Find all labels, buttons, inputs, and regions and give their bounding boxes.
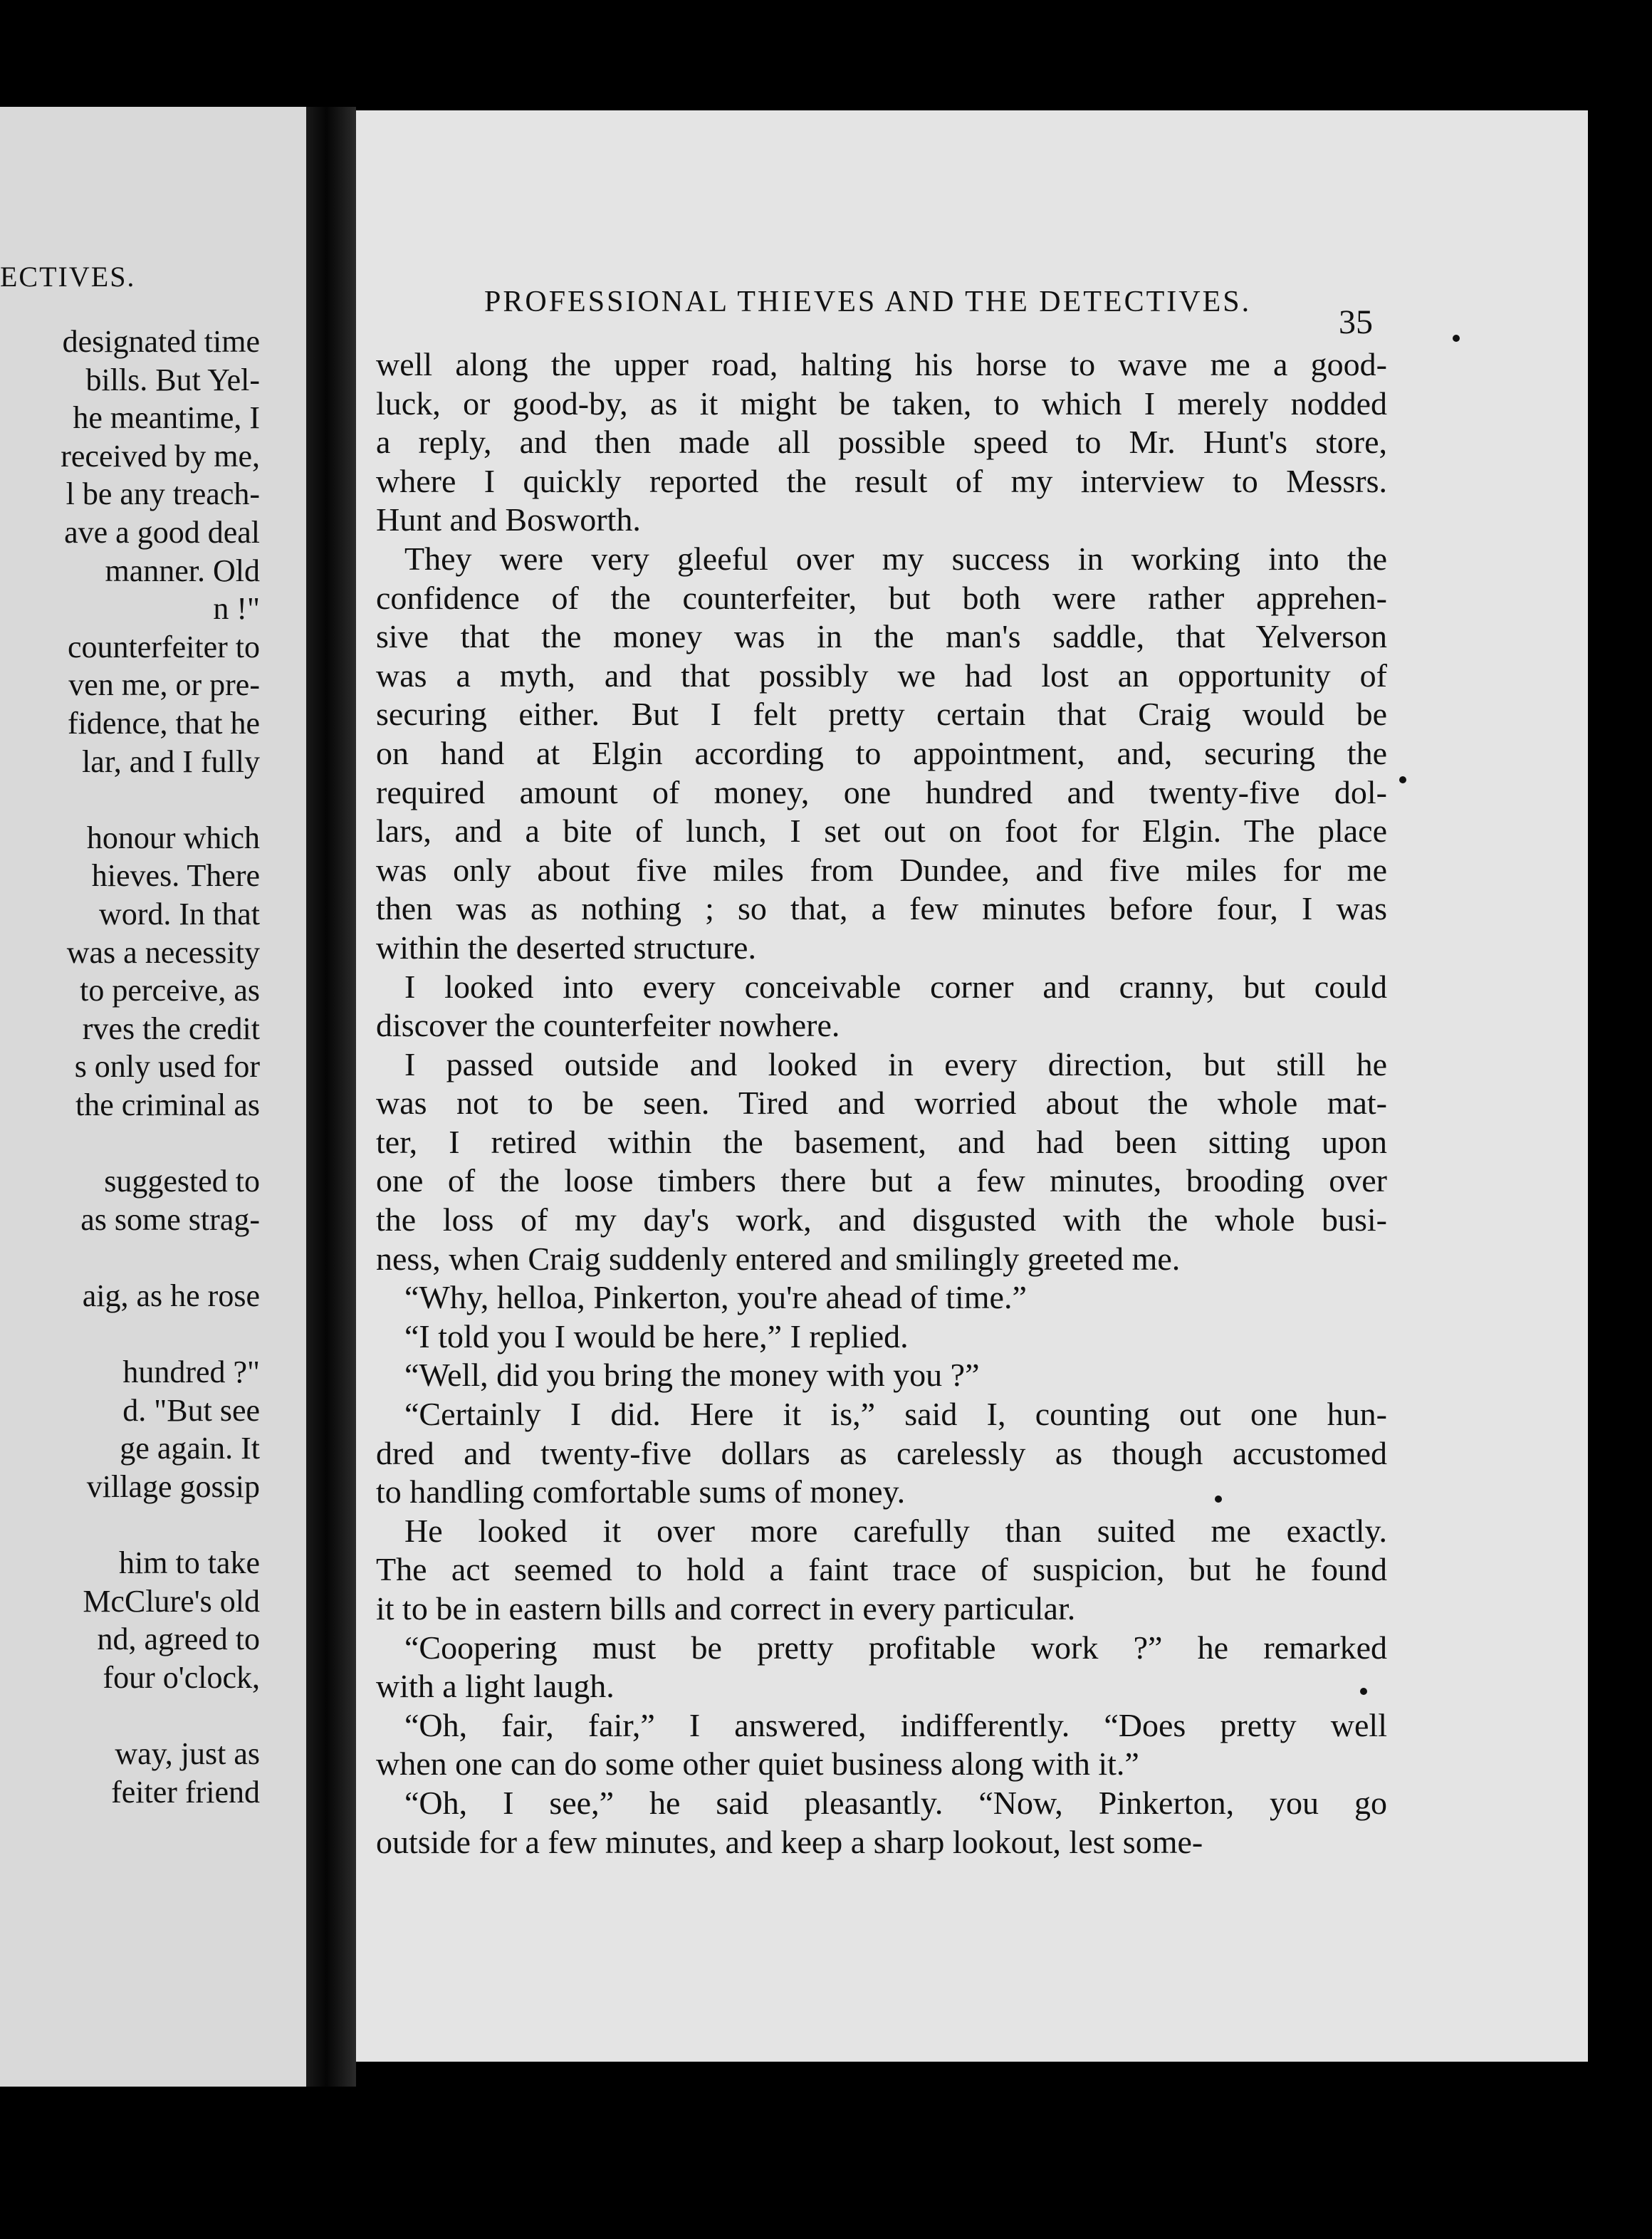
text-line: sive that the money was in the man's saddle, that Yelverson bbox=[376, 618, 1387, 655]
left-page-line: d. "But see bbox=[122, 1392, 260, 1428]
text-line: “I told you I would be here,” I replied. bbox=[404, 1317, 909, 1355]
text-line: ness, when Craig suddenly entered and smilingly greeted me. bbox=[376, 1240, 1181, 1277]
left-running-head: ECTIVES. bbox=[0, 261, 136, 293]
left-page-line: four o'clock, bbox=[103, 1660, 260, 1695]
left-page-line: he meantime, I bbox=[73, 400, 260, 436]
left-page-line: hundred ?" bbox=[122, 1355, 260, 1390]
left-page-line: bills. But Yel- bbox=[85, 362, 260, 397]
text-line: with a light laugh. bbox=[376, 1668, 615, 1705]
left-page-line: n !" bbox=[213, 591, 260, 627]
text-line: “Well, did you bring the money with you ?” bbox=[404, 1357, 980, 1394]
left-page bbox=[0, 107, 306, 2087]
text-line: They were very gleeful over my success in working into the bbox=[404, 540, 1387, 577]
left-page-line: ge again. It bbox=[120, 1431, 260, 1466]
text-line: securing either. But I felt pretty certain that Craig would be bbox=[376, 696, 1387, 733]
text-line: on hand at Elgin according to appointment, and, securing the bbox=[376, 734, 1387, 771]
left-page-line: counterfeiter to bbox=[68, 629, 260, 664]
text-line: outside for a few minutes, and keep a sharp lookout, lest some- bbox=[376, 1823, 1203, 1860]
text-line: it to be in eastern bills and correct in every particular. bbox=[376, 1590, 1076, 1627]
text-line: “Why, helloa, Pinkerton, you're ahead of time.” bbox=[404, 1279, 1027, 1316]
text-line: The act seemed to hold a faint trace of suspicion, but he found bbox=[376, 1551, 1387, 1588]
left-page-line: him to take bbox=[119, 1545, 260, 1581]
left-page-line: the criminal as bbox=[75, 1087, 260, 1122]
text-line: was only about five miles from Dundee, and five miles for me bbox=[376, 851, 1387, 888]
text-line: “Oh, I see,” he said pleasantly. “Now, Pinkerton, you go bbox=[404, 1784, 1387, 1821]
text-line: when one can do some other quiet business along with it.” bbox=[376, 1745, 1139, 1783]
text-line: I passed outside and looked in every direction, but still he bbox=[404, 1045, 1387, 1082]
text-line: I looked into every conceivable corner and cranny, but could bbox=[404, 968, 1387, 1005]
text-line: He looked it over more carefully than suited me exactly. bbox=[404, 1512, 1387, 1549]
text-line: “Oh, fair, fair,” I answered, indifferently. “Does pretty well bbox=[404, 1706, 1387, 1743]
left-page-line: designated time bbox=[62, 324, 260, 359]
left-page-line: way, just as bbox=[115, 1736, 260, 1772]
dust-speck bbox=[1360, 1688, 1367, 1695]
running-head: PROFESSIONAL THIEVES AND THE DETECTIVES. bbox=[484, 286, 1252, 318]
scan-border bbox=[1588, 142, 1652, 2065]
text-line: then was as nothing ; so that, a few minutes before four, I was bbox=[376, 890, 1387, 927]
text-line: the loss of my day's work, and disgusted with the whole busi- bbox=[376, 1201, 1387, 1238]
page-number: 35 bbox=[1339, 303, 1373, 341]
text-line: one of the loose timbers there but a few minutes, brooding over bbox=[376, 1162, 1387, 1199]
left-page-line: received by me, bbox=[61, 438, 260, 474]
text-line: was a myth, and that possibly we had lost an opportunity of bbox=[376, 657, 1387, 694]
left-page-line: McClure's old bbox=[83, 1583, 260, 1619]
dust-speck bbox=[1453, 335, 1460, 342]
text-line: “Certainly I did. Here it is,” said I, counting out one hun- bbox=[404, 1396, 1387, 1433]
text-line: lars, and a bite of lunch, I set out on foot for Elgin. The place bbox=[376, 813, 1387, 850]
left-page-line: l be any treach- bbox=[66, 476, 260, 512]
page-body-text bbox=[376, 345, 1387, 1862]
text-line: well along the upper road, halting his horse to wave me a good- bbox=[376, 346, 1387, 382]
text-line: ter, I retired within the basement, and had been sitting upon bbox=[376, 1123, 1387, 1160]
left-page-line: nd, agreed to bbox=[97, 1622, 260, 1657]
text-line: within the deserted structure. bbox=[376, 929, 756, 966]
text-line: a reply, and then made all possible speed to Mr. Hunt's store, bbox=[376, 424, 1387, 461]
text-line: to handling comfortable sums of money. bbox=[376, 1473, 906, 1510]
text-line: required amount of money, one hundred and twenty-five dol- bbox=[376, 773, 1387, 810]
left-page-line: lar, and I fully bbox=[82, 743, 260, 779]
text-line: confidence of the counterfeiter, but both were rather apprehen- bbox=[376, 579, 1387, 616]
left-page-line: rves the credit bbox=[82, 1011, 260, 1046]
dust-speck bbox=[1399, 776, 1406, 783]
text-line: Hunt and Bosworth. bbox=[376, 501, 641, 538]
text-line: luck, or good-by, as it might be taken, to which I merely nodded bbox=[376, 385, 1387, 422]
left-page-line: ave a good deal bbox=[64, 515, 260, 550]
left-page-line: aig, as he rose bbox=[82, 1278, 260, 1313]
left-page-line: to perceive, as bbox=[80, 973, 260, 1008]
left-page-line: suggested to bbox=[104, 1164, 260, 1199]
left-page-line: fidence, that he bbox=[68, 706, 260, 741]
left-page-line: s only used for bbox=[74, 1049, 260, 1085]
left-page-line: manner. Old bbox=[105, 553, 260, 588]
left-page-line: ven me, or pre- bbox=[68, 667, 260, 703]
left-page-line: as some strag- bbox=[80, 1201, 260, 1237]
left-page-line: word. In that bbox=[98, 897, 260, 931]
text-line: where I quickly reported the result of my interview to Messrs. bbox=[376, 462, 1387, 499]
right-page bbox=[356, 110, 1588, 2062]
text-line: discover the counterfeiter nowhere. bbox=[376, 1007, 840, 1044]
dust-speck bbox=[1215, 1496, 1222, 1503]
left-page-line: was a necessity bbox=[66, 934, 260, 970]
left-page-line: village gossip bbox=[86, 1469, 260, 1504]
left-page-line: honour which bbox=[86, 820, 260, 855]
text-line: dred and twenty-five dollars as carelessly as though accustomed bbox=[376, 1434, 1387, 1471]
left-page-line: hieves. There bbox=[91, 858, 260, 894]
book-gutter bbox=[306, 107, 356, 2087]
left-page-line: feiter friend bbox=[111, 1774, 260, 1810]
text-line: was not to be seen. Tired and worried about the whole mat- bbox=[376, 1085, 1387, 1122]
text-line: “Coopering must be pretty profitable work ?” he remarked bbox=[404, 1629, 1387, 1666]
